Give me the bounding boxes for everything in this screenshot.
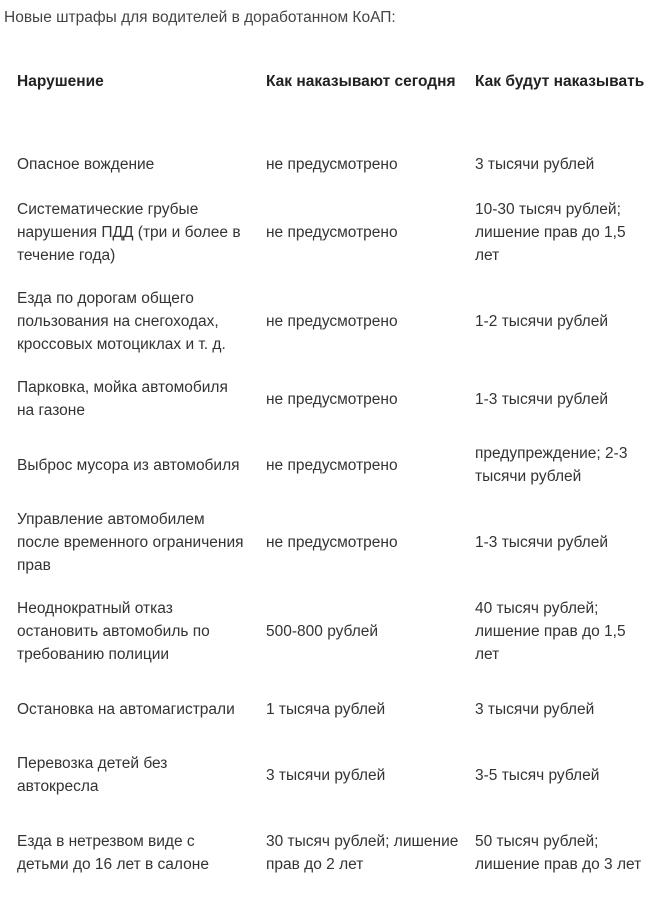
violation-cell: Неоднократный отказ остановить автомобиль по требованию полиции xyxy=(17,600,210,663)
future-penalty-cell: 3 тысячи рублей xyxy=(475,156,595,173)
header-violation: Нарушение xyxy=(17,73,104,90)
current-penalty-cell: не предусмотрено xyxy=(266,390,398,408)
current-penalty-cell: не предусмотрено xyxy=(266,456,398,474)
table-row xyxy=(0,188,652,277)
future-penalty-cell: 1-3 тысячи рублей xyxy=(475,390,609,408)
violation-cell: Езда в нетрезвом виде с детьми до 16 лет в салоне xyxy=(17,832,209,873)
table-row xyxy=(0,432,652,498)
future-penalty-cell: 1-2 тысячи рублей xyxy=(475,313,609,330)
future-penalty-cell: 10-30 тысяч рублей; лишение прав до 1,5 лет xyxy=(475,201,626,264)
table-spacer xyxy=(0,115,652,141)
future-penalty-cell: 50 тысяч рублей; лишение прав до 3 лет xyxy=(475,832,642,873)
table-row xyxy=(0,498,652,587)
violation-cell: Систематические грубые нарушения ПДД (три и более в течение года) xyxy=(17,201,241,264)
current-penalty-cell: 30 тысяч рублей; лишение прав до 2 лет xyxy=(266,832,459,873)
current-penalty-cell: не предусмотрено xyxy=(266,156,398,173)
violation-cell: Перевозка детей без автокресла xyxy=(17,755,168,795)
current-penalty-cell: 1 тысяча рублей xyxy=(266,700,386,718)
violation-cell: Парковка, мойка автомобиля на газоне xyxy=(17,379,228,419)
violation-cell: Опасное вождение xyxy=(17,156,155,173)
current-penalty-cell: не предусмотрено xyxy=(266,224,398,241)
violation-cell: Выброс мусора из автомобиля xyxy=(17,456,240,474)
table-row xyxy=(0,676,652,742)
table-row xyxy=(0,742,652,808)
intro-text: Новые штрафы для водителей в доработанном КоАП: xyxy=(4,9,396,26)
current-penalty-cell: не предусмотрено xyxy=(266,313,398,330)
future-penalty-cell: 3 тысячи рублей xyxy=(475,700,595,718)
header-current-penalty: Как наказывают сегодня xyxy=(266,73,456,90)
future-penalty-cell: предупреждение; 2-3 тысячи рублей xyxy=(475,445,628,485)
table-row xyxy=(0,587,652,676)
table-row xyxy=(0,366,652,432)
header-future-penalty: Как будут наказывать xyxy=(475,73,645,90)
table-row xyxy=(0,277,652,366)
table-row xyxy=(0,808,652,897)
current-penalty-cell: не предусмотрено xyxy=(266,534,398,551)
future-penalty-cell: 40 тысяч рублей; лишение прав до 1,5 лет xyxy=(475,600,626,663)
violation-cell: Управление автомобилем после временного ограничения прав xyxy=(17,511,244,574)
future-penalty-cell: 1-3 тысячи рублей xyxy=(475,534,609,551)
current-penalty-cell: 500-800 рублей xyxy=(266,623,379,640)
fines-table xyxy=(0,48,652,897)
violation-cell: Езда по дорогам общего пользования на снегоходах, кроссовых мотоциклах и т. д. xyxy=(17,290,226,353)
table-header-row xyxy=(0,48,652,115)
future-penalty-cell: 3-5 тысяч рублей xyxy=(475,766,600,784)
current-penalty-cell: 3 тысячи рублей xyxy=(266,766,386,784)
table-row xyxy=(0,141,652,188)
violation-cell: Остановка на автомагистрали xyxy=(17,700,235,718)
